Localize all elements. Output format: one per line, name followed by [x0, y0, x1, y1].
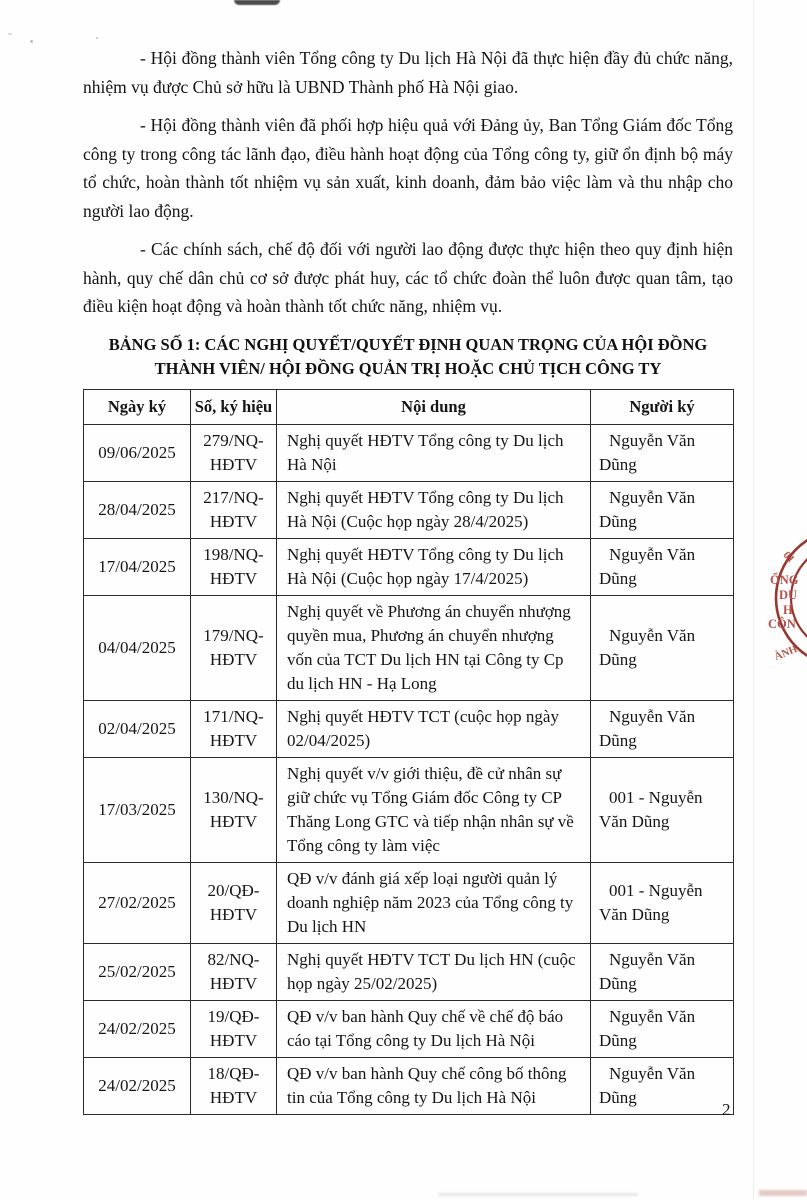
- paragraph-policies: - Các chính sách, chế độ đối với người lao động được thực hiện theo quy định hiện hành, quy chế dân chủ cơ sở được phát huy, các tổ chức đoàn thể luôn được quan tâm, tạo điều kiện hoạt động và hoàn thành tốt chức năng, nhiệm vụ.: [83, 239, 733, 316]
- table-row: [84, 1000, 734, 1057]
- cell-date: 27/02/2025: [84, 862, 191, 943]
- cell-content: QĐ v/v ban hành Quy chế công bố thông tin của Tổng công ty Du lịch Hà Nội: [277, 1057, 591, 1114]
- table-row: [84, 700, 734, 757]
- cell-content: QĐ v/v ban hành Quy chế về chế độ báo cáo tại Tổng công ty Du lịch Hà Nội: [277, 1000, 591, 1057]
- svg-text:H: H: [783, 603, 793, 617]
- cell-signer: Nguyễn Văn Dũng: [591, 1000, 734, 1057]
- scan-smudge-top: [234, 0, 280, 5]
- page-number: 2: [722, 1100, 731, 1119]
- header-nguoi-ky: Người ký: [591, 389, 734, 424]
- red-seal-partial-icon: [767, 524, 807, 674]
- cell-number: 20/QĐ-HĐTV: [191, 862, 277, 943]
- cell-date: 24/02/2025: [84, 1000, 191, 1057]
- cell-signer: Nguyễn Văn Dũng: [591, 538, 734, 595]
- table-header-row: [84, 389, 734, 424]
- scan-smudge-bottom-red: [759, 1190, 807, 1196]
- svg-text:CÔN: CÔN: [768, 617, 796, 631]
- paragraph-hdtv-functions: - Hội đồng thành viên Tổng công ty Du lịch Hà Nội đã thực hiện đầy đủ chức năng, nhiệm vụ được Chủ sở hữu là UBND Thành phố Hà Nội giao.: [83, 48, 733, 97]
- cell-date: 09/06/2025: [84, 424, 191, 481]
- cell-content: Nghị quyết HĐTV TCT Du lịch HN (cuộc họp ngày 25/02/2025): [277, 943, 591, 1000]
- cell-signer: 001 - Nguyễn Văn Dũng: [591, 862, 734, 943]
- cell-signer: Nguyễn Văn Dũng: [591, 424, 734, 481]
- svg-text:ÀNH: ÀNH: [773, 643, 799, 663]
- table-title-line1: BẢNG SỐ 1: CÁC NGHỊ QUYẾT/QUYẾT ĐỊNH QUAN TRỌNG CỦA HỘI ĐỒNG: [108, 334, 708, 354]
- svg-text:01: 01: [780, 549, 797, 566]
- cell-number: 130/NQ-HĐTV: [191, 757, 277, 862]
- cell-date: 24/02/2025: [84, 1057, 191, 1114]
- cell-content: Nghị quyết HĐTV Tổng công ty Du lịch Hà Nội: [277, 424, 591, 481]
- cell-content: Nghị quyết về Phương án chuyển nhượng quyền mua, Phương án chuyển nhượng vốn của TCT Du lịch HN tại Công ty Cp du lịch HN - Hạ Long: [277, 595, 591, 700]
- cell-signer: Nguyễn Văn Dũng: [591, 700, 734, 757]
- cell-signer: Nguyễn Văn Dũng: [591, 1057, 734, 1114]
- scan-speck: [30, 40, 33, 43]
- scan-smudge-bottom: [438, 1193, 638, 1196]
- table-row: [84, 424, 734, 481]
- cell-content: Nghị quyết v/v giới thiệu, đề cử nhân sự giữ chức vụ Tổng Giám đốc Công ty CP Thăng Long GTC và tiếp nhận nhân sự về Tổng công ty làm việc: [277, 757, 591, 862]
- cell-number: 279/NQ-HĐTV: [191, 424, 277, 481]
- cell-number: 198/NQ-HĐTV: [191, 538, 277, 595]
- cell-date: 25/02/2025: [84, 943, 191, 1000]
- cell-signer: Nguyễn Văn Dũng: [591, 943, 734, 1000]
- scan-edge-line: [753, 0, 754, 1200]
- header-so-ky-hieu: Số, ký hiệu: [191, 389, 277, 424]
- cell-signer: Nguyễn Văn Dũng: [591, 595, 734, 700]
- table-title-line2: THÀNH VIÊN/ HỘI ĐỒNG QUẢN TRỊ HOẶC CHỦ TỊCH CÔNG TY: [154, 358, 662, 378]
- cell-date: 02/04/2025: [84, 700, 191, 757]
- table-row: [84, 481, 734, 538]
- cell-number: 179/NQ-HĐTV: [191, 595, 277, 700]
- cell-content: QĐ v/v đánh giá xếp loại người quản lý doanh nghiệp năm 2023 của Tổng công ty Du lịch HN: [277, 862, 591, 943]
- cell-number: 217/NQ-HĐTV: [191, 481, 277, 538]
- cell-number: 171/NQ-HĐTV: [191, 700, 277, 757]
- table-row: [84, 595, 734, 700]
- document-body: [83, 44, 733, 1115]
- cell-number: 18/QĐ-HĐTV: [191, 1057, 277, 1114]
- resolutions-table: [83, 389, 734, 1115]
- cell-number: 82/NQ-HĐTV: [191, 943, 277, 1000]
- cell-signer: 001 - Nguyễn Văn Dũng: [591, 757, 734, 862]
- cell-content: Nghị quyết HĐTV Tổng công ty Du lịch Hà Nội (Cuộc họp ngày 17/4/2025): [277, 538, 591, 595]
- table-row: [84, 862, 734, 943]
- cell-date: 17/04/2025: [84, 538, 191, 595]
- table-row: [84, 1057, 734, 1114]
- cell-date: 28/04/2025: [84, 481, 191, 538]
- cell-signer: Nguyễn Văn Dũng: [591, 481, 734, 538]
- cell-number: 19/QĐ-HĐTV: [191, 1000, 277, 1057]
- cell-date: 04/04/2025: [84, 595, 191, 700]
- header-noi-dung: Nội dung: [277, 389, 591, 424]
- table-row: [84, 538, 734, 595]
- table-row: [84, 757, 734, 862]
- cell-date: 17/03/2025: [84, 757, 191, 862]
- svg-text:DU: DU: [779, 588, 798, 602]
- scan-speck: [96, 37, 98, 39]
- scan-speck: [8, 33, 12, 35]
- paragraph-hdtv-coordination: - Hội đồng thành viên đã phối hợp hiệu quả với Đảng ủy, Ban Tổng Giám đốc Tổng công ty trong công tác lãnh đạo, điều hành hoạt động của Tổng công ty, giữ ổn định bộ máy tổ chức, hoàn thành tốt nhiệm vụ sản xuất, kinh doanh, đảm bảo việc làm và thu nhập cho người lao động.: [83, 115, 733, 221]
- svg-text:ỔNG: ỔNG: [770, 573, 799, 587]
- table-title: [83, 333, 733, 381]
- cell-content: Nghị quyết HĐTV TCT (cuộc họp ngày 02/04/2025): [277, 700, 591, 757]
- table-row: [84, 943, 734, 1000]
- header-ngay-ky: Ngày ký: [84, 389, 191, 424]
- cell-content: Nghị quyết HĐTV Tổng công ty Du lịch Hà Nội (Cuộc họp ngày 28/4/2025): [277, 481, 591, 538]
